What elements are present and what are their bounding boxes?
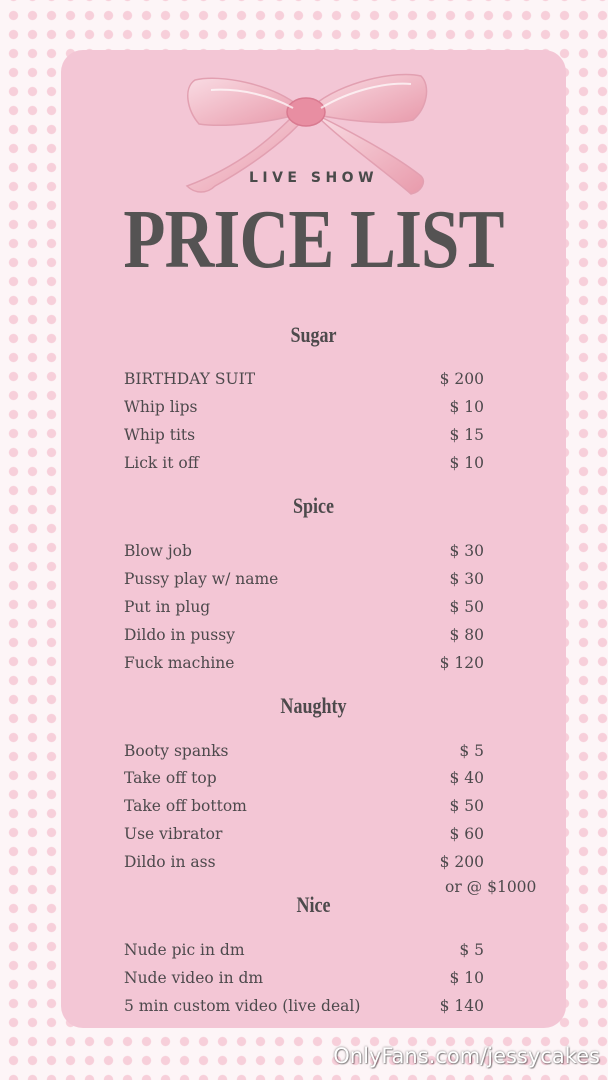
item-price: $ 80	[449, 626, 484, 644]
item-name: 5 min custom video (live deal)	[124, 997, 361, 1015]
item-price: $ 50	[449, 797, 484, 815]
list-item	[124, 825, 484, 847]
item-price: $ 40	[449, 769, 484, 787]
list-item	[124, 997, 484, 1019]
item-price: $ 120	[439, 654, 484, 672]
item-price: $ 15	[449, 426, 484, 444]
price-note: or @ $1000	[445, 878, 537, 896]
item-price: $ 10	[449, 398, 484, 416]
list-item	[124, 598, 484, 620]
item-name: Put in plug	[124, 598, 211, 616]
item-name: Lick it off	[124, 454, 199, 472]
item-price: $ 50	[449, 598, 484, 616]
list-item	[124, 398, 484, 420]
list-item	[124, 626, 484, 648]
list-item	[124, 853, 484, 875]
list-item	[124, 797, 484, 819]
price-list-card	[61, 50, 566, 1028]
list-item	[124, 370, 484, 392]
section-title-spice: Spice	[292, 493, 335, 518]
item-name: Fuck machine	[124, 654, 235, 672]
item-name: BIRTHDAY SUIT	[124, 370, 256, 388]
list-item	[124, 769, 484, 791]
list-item	[124, 454, 484, 476]
item-name: Nude pic in dm	[124, 941, 245, 959]
list-item	[124, 542, 484, 564]
item-name: Take off bottom	[124, 797, 247, 815]
section-title-nice: Nice	[296, 892, 331, 917]
subtitle: LIVE SHOW	[248, 170, 379, 186]
item-price: $ 200	[439, 853, 484, 871]
item-price: $ 30	[449, 542, 484, 560]
item-price: $ 140	[439, 997, 484, 1015]
item-name: Dildo in pussy	[124, 626, 235, 644]
item-price: $ 30	[449, 570, 484, 588]
section-title-naughty: Naughty	[280, 693, 347, 718]
item-price: $ 5	[459, 742, 484, 760]
list-item	[124, 426, 484, 448]
list-item	[124, 969, 484, 991]
item-name: Whip tits	[124, 426, 196, 444]
item-price: $ 5	[459, 941, 484, 959]
item-name: Use vibrator	[124, 825, 223, 843]
item-price: $ 10	[449, 454, 484, 472]
item-name: Whip lips	[124, 398, 198, 416]
item-name: Blow job	[124, 542, 192, 560]
item-name: Pussy play w/ name	[124, 570, 279, 588]
list-item	[124, 654, 484, 676]
item-name: Take off top	[124, 769, 217, 787]
list-item	[124, 941, 484, 963]
item-name: Booty spanks	[124, 742, 229, 760]
watermark: OnlyFans.com/jessycakes	[333, 1044, 600, 1068]
page-title: PRICE LIST	[123, 193, 504, 286]
section-title-sugar: Sugar	[290, 322, 337, 347]
item-price: $ 60	[449, 825, 484, 843]
item-name: Dildo in ass	[124, 853, 216, 871]
list-item	[124, 570, 484, 592]
item-price: $ 10	[449, 969, 484, 987]
item-name: Nude video in dm	[124, 969, 264, 987]
list-item	[124, 742, 484, 764]
item-price: $ 200	[439, 370, 484, 388]
